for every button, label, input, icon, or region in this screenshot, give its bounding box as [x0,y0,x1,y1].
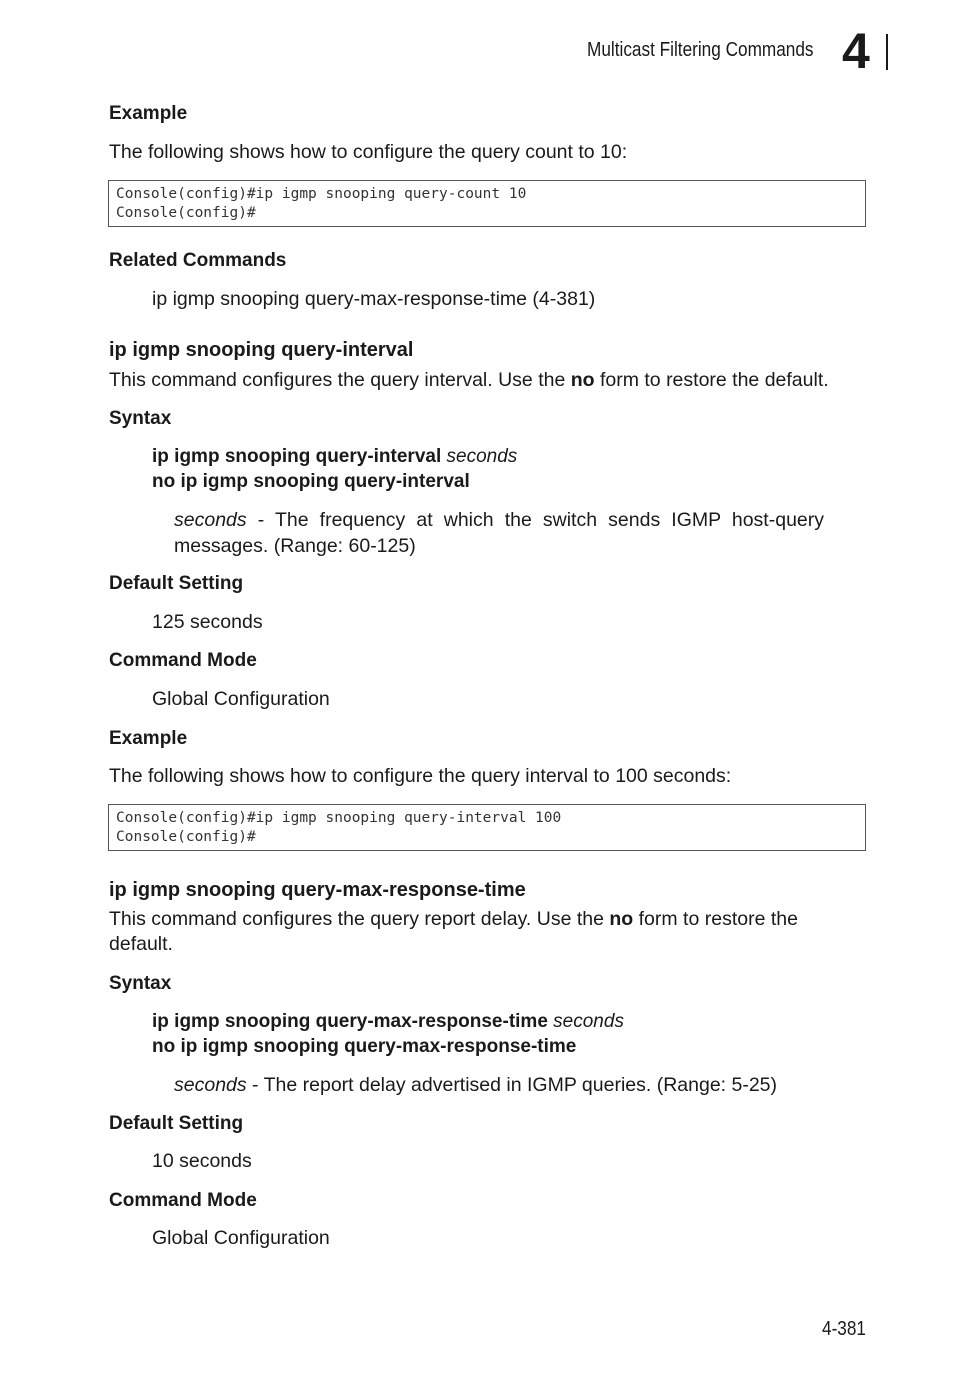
default-setting-value: 125 seconds [152,611,263,633]
running-header-title: Multicast Filtering Commands [587,39,814,61]
command-mode-heading: Command Mode [109,650,257,671]
default-setting-value: 10 seconds [152,1150,252,1172]
example-heading: Example [109,103,188,124]
code-block [108,180,866,227]
related-commands-heading: Related Commands [109,250,287,271]
default-setting-heading: Default Setting [109,573,244,594]
command-mode-heading: Command Mode [109,1190,257,1211]
code-block [108,804,866,851]
command-title: ip igmp snooping query-interval [109,339,414,361]
syntax-no-command: no ip igmp snooping query-interval [152,471,470,492]
code-line: Console(config)# [116,829,256,845]
command-mode-value: Global Configuration [152,688,330,710]
example-text: The following shows how to configure the query count to 10: [109,141,628,163]
command-description: This command configures the query interval. Use the no form to restore the default. [109,369,829,391]
chapter-divider [886,34,888,70]
command-title: ip igmp snooping query-max-response-time [109,879,526,901]
code-line: Console(config)# [116,205,256,221]
related-command-link[interactable]: ip igmp snooping query-max-response-time (4-381) [152,288,596,310]
default-setting-heading: Default Setting [109,1113,244,1134]
example-text: The following shows how to configure the query interval to 100 seconds: [109,765,732,787]
syntax-heading: Syntax [109,408,172,429]
command-description-cont: default. [109,933,173,955]
code-line: Console(config)#ip igmp snooping query-count 10 [116,186,527,202]
command-description: This command configures the query report delay. Use the no form to restore the [109,908,798,930]
example-heading: Example [109,728,188,749]
syntax-heading: Syntax [109,973,172,994]
syntax-command: ip igmp snooping query-max-response-time seconds [152,1011,624,1032]
chapter-number: 4 [842,23,870,79]
command-mode-value: Global Configuration [152,1227,330,1249]
syntax-no-command: no ip igmp snooping query-max-response-time [152,1036,577,1057]
parameter-description: seconds - The report delay advertised in IGMP queries. (Range: 5-25) [174,1074,778,1096]
syntax-command: ip igmp snooping query-interval seconds [152,446,518,467]
page-number: 4-381 [822,1318,866,1340]
code-line: Console(config)#ip igmp snooping query-interval 100 [116,810,562,826]
parameter-description: seconds - The frequency at which the switch sends IGMP host-query messages. (Range: 60-125) [174,509,824,557]
